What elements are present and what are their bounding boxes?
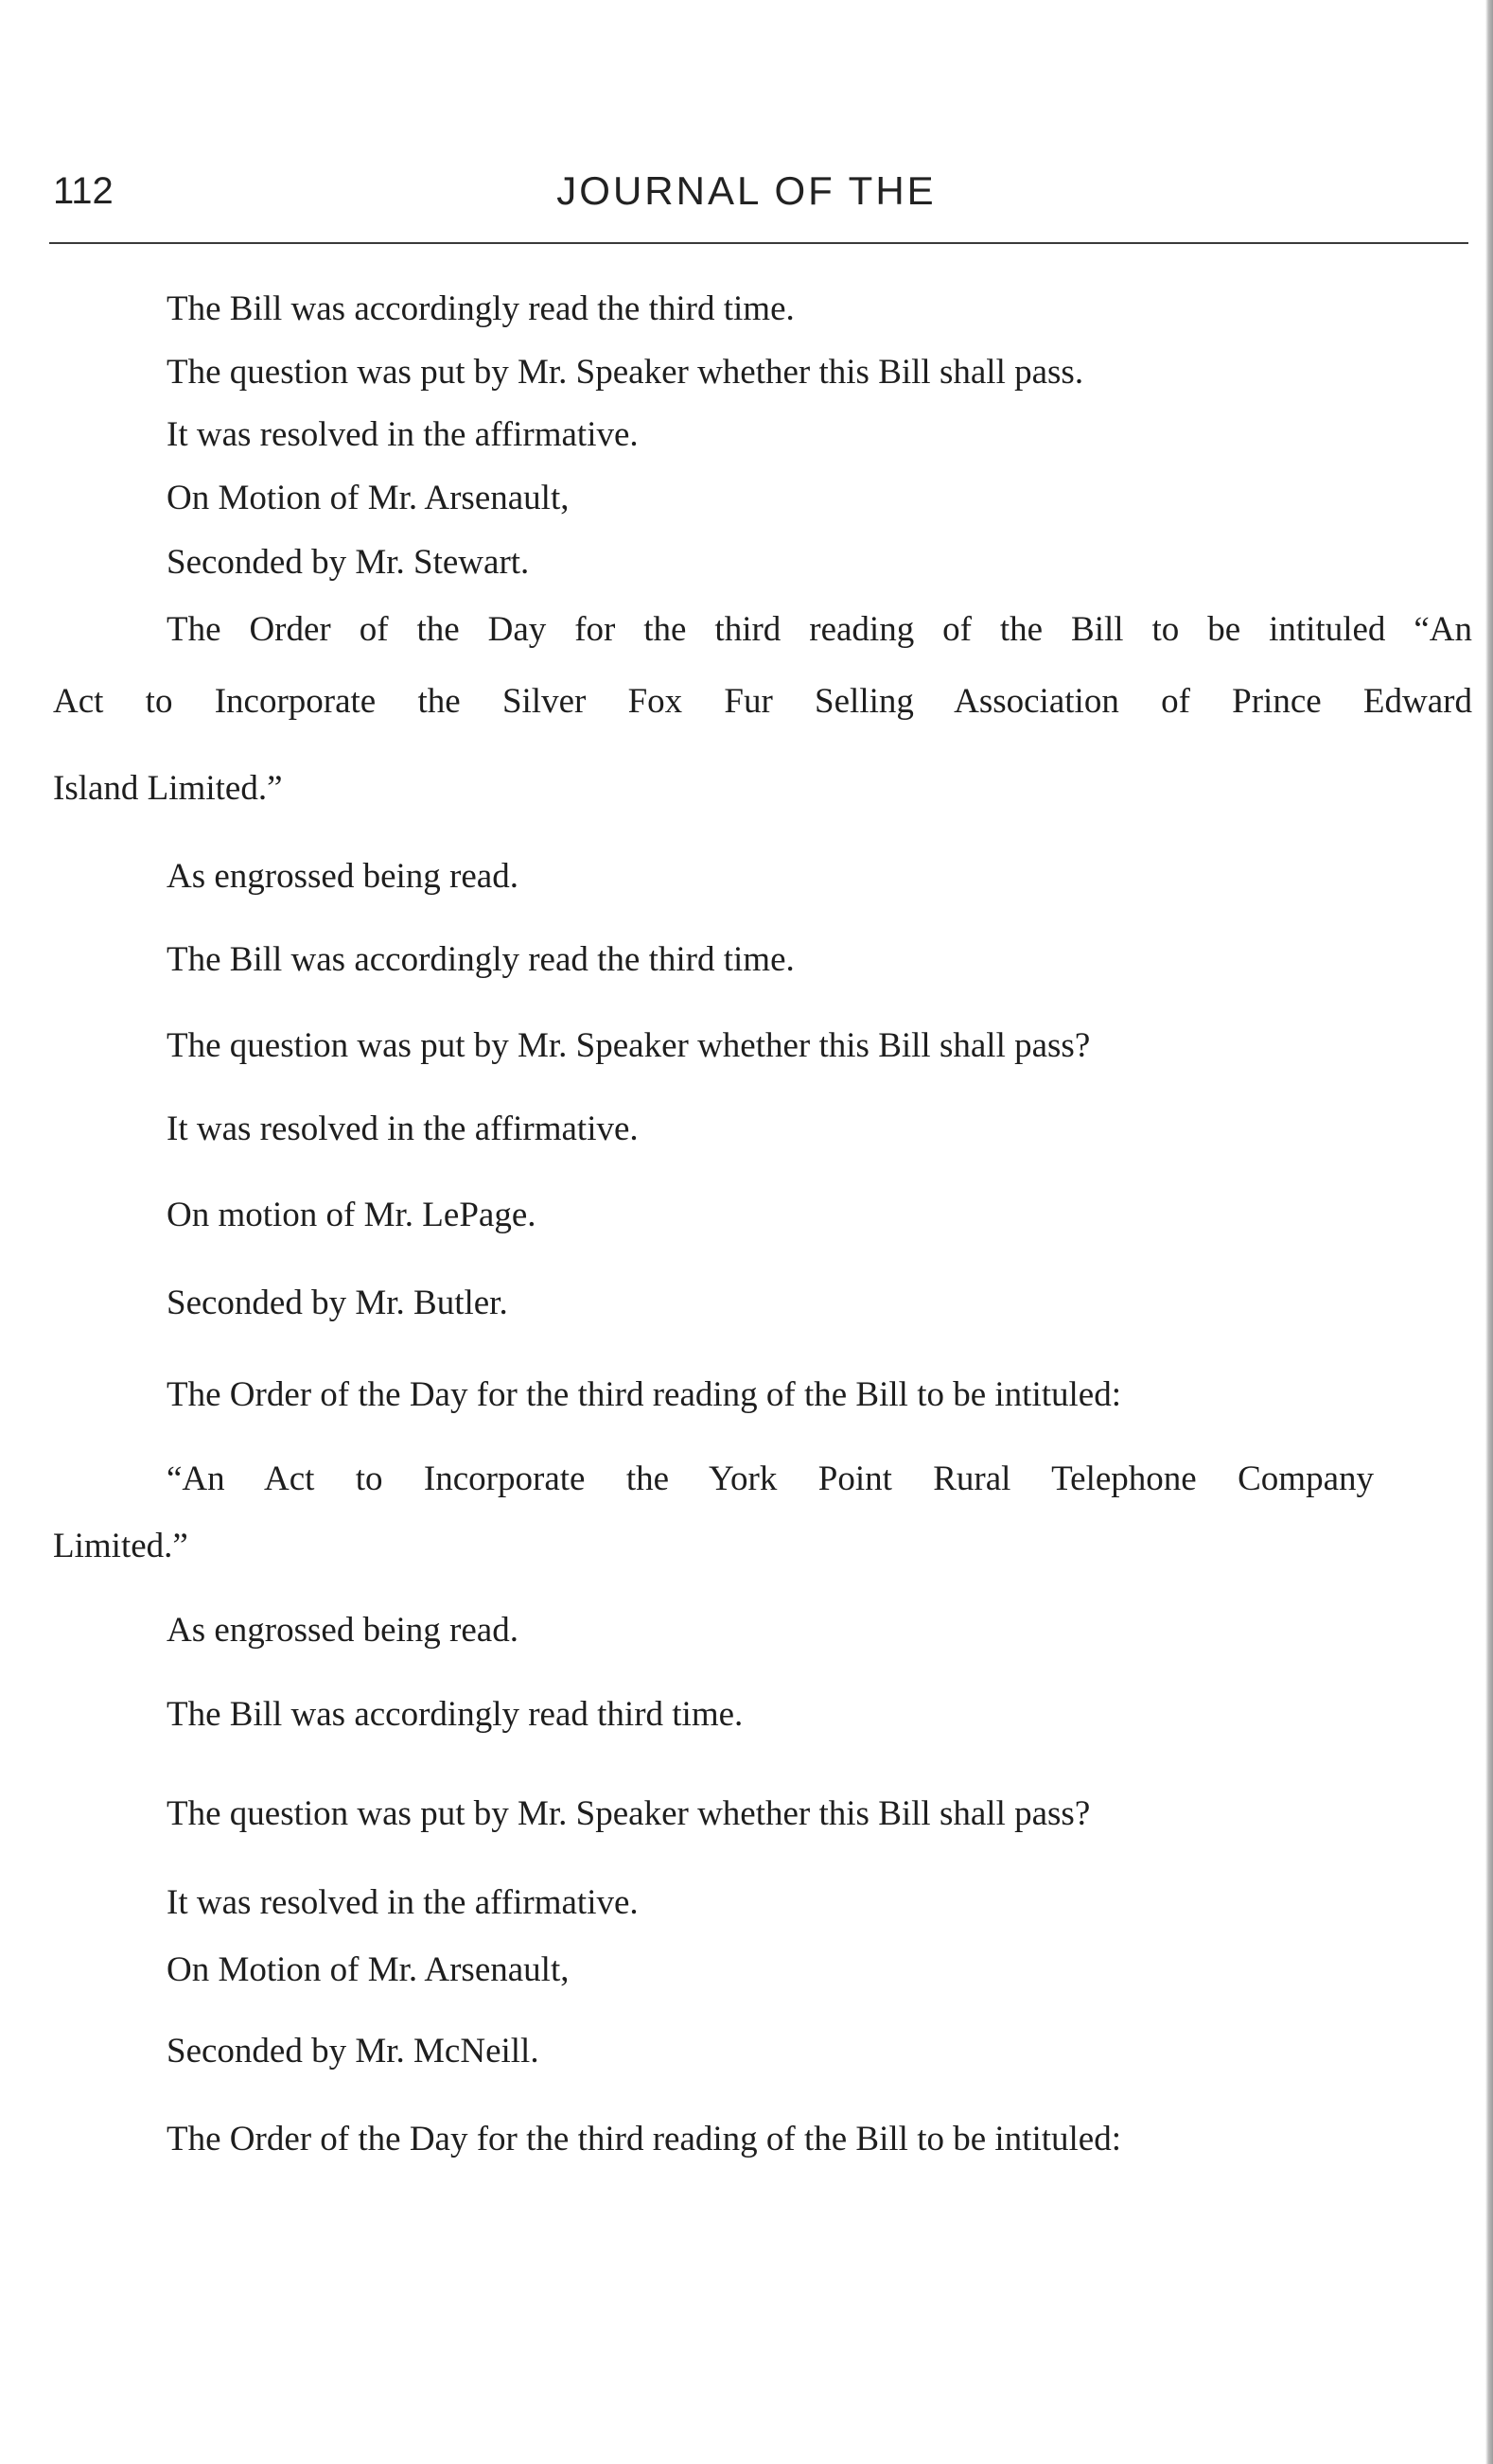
text-line: Limited.” [53,1527,188,1565]
page-number: 112 [53,170,114,212]
text-line: It was resolved in the affirmative. [167,1110,639,1148]
text-line: It was resolved in the affirmative. [167,1883,639,1922]
text-line: Island Limited.” [53,769,283,808]
text-line: The Order of the Day for the third reading of the Bill to be intituled: [167,2120,1121,2158]
text-line: The question was put by Mr. Speaker whether this Bill shall pass? [167,1026,1091,1065]
text-line: The Order of the Day for the third reading of the Bill to be intituled: [167,1375,1121,1414]
text-line: “An Act to Incorporate the York Point Rural Telephone Company [167,1459,1374,1498]
text-line: Seconded by Mr. McNeill. [167,2032,539,2071]
text-line: The Bill was accordingly read the third time. [167,940,795,979]
text-line: The Order of the Day for the third reading of the Bill to be intituled “An [167,610,1472,649]
text-line: Seconded by Mr. Stewart. [167,543,530,582]
running-head: JOURNAL OF THE [556,168,937,213]
text-line: The question was put by Mr. Speaker whether this Bill shall pass? [167,1794,1091,1833]
text-line: The Bill was accordingly read third time. [167,1695,744,1734]
text-line: Seconded by Mr. Butler. [167,1284,508,1322]
text-line: On Motion of Mr. Arsenault, [167,1950,570,1989]
text-line: It was resolved in the affirmative. [167,415,639,454]
text-line: On motion of Mr. LePage. [167,1196,536,1234]
text-line: As engrossed being read. [167,857,518,896]
text-line: The question was put by Mr. Speaker whether this Bill shall pass. [167,353,1084,392]
text-line: On Motion of Mr. Arsenault, [167,479,570,517]
header-rule [49,242,1468,244]
text-line: The Bill was accordingly read the third time. [167,289,795,328]
text-line: As engrossed being read. [167,1611,518,1650]
text-line: Act to Incorporate the Silver Fox Fur Selling Association of Prince Edward [53,682,1472,721]
page-binding-edge [1485,0,1493,2464]
